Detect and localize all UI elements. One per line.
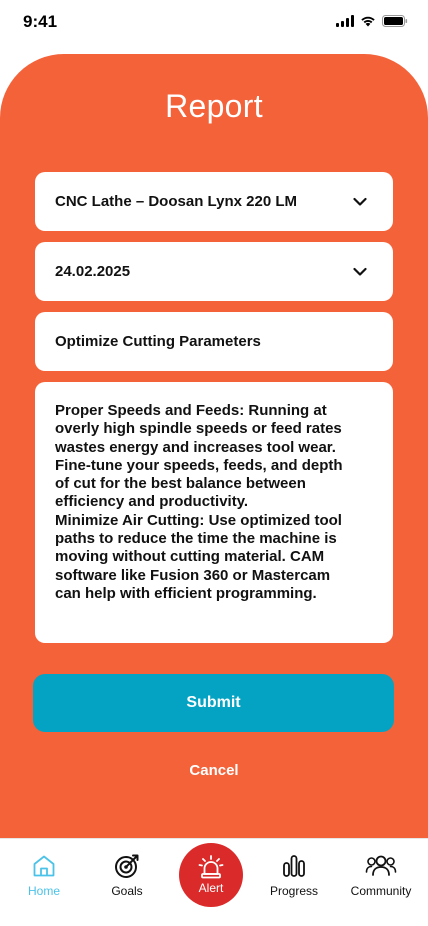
details-text: Proper Speeds and Feeds: Running at overly high spindle speeds or feed rates wastes energy and increases tool wear. Fine-tune your speeds, feeds, and depth of cut for the best balance between efficiency and productivity. Minimize Air Cutting: Use optimized tool paths to reduce the time the machine is moving without cutting material. CAM software like Fusion 360 or Mastercam can help with efficient programming. bbox=[55, 402, 343, 602]
date-select-value: 24.02.2025 bbox=[55, 263, 131, 280]
submit-button[interactable]: Submit bbox=[33, 674, 394, 732]
nav-progress-label: Progress bbox=[269, 884, 319, 898]
battery-icon bbox=[382, 15, 408, 27]
topic-input-value: Optimize Cutting Parameters bbox=[55, 333, 261, 350]
cancel-button[interactable]: Cancel bbox=[189, 762, 239, 779]
machine-select-value: CNC Lathe – Doosan Lynx 220 LM bbox=[55, 193, 297, 210]
details-textarea[interactable] bbox=[35, 382, 393, 643]
target-icon bbox=[114, 853, 140, 879]
topic-input[interactable] bbox=[35, 312, 393, 371]
alert-button[interactable] bbox=[179, 843, 243, 907]
wifi-icon bbox=[360, 15, 376, 27]
nav-community[interactable] bbox=[346, 853, 416, 898]
nav-progress[interactable] bbox=[266, 853, 322, 898]
nav-community-label: Community bbox=[350, 884, 412, 898]
siren-icon bbox=[197, 855, 225, 879]
signal-icon bbox=[336, 15, 354, 27]
home-icon bbox=[31, 853, 57, 879]
date-select[interactable] bbox=[35, 242, 393, 301]
bar-chart-icon bbox=[281, 853, 307, 879]
status-icons bbox=[336, 15, 408, 27]
machine-select[interactable] bbox=[35, 172, 393, 231]
status-time: 9:41 bbox=[23, 12, 58, 31]
people-icon bbox=[365, 853, 397, 879]
page-title: Report bbox=[165, 88, 263, 124]
chevron-down-icon bbox=[353, 197, 367, 206]
nav-goals-label: Goals bbox=[111, 884, 143, 898]
nav-alert-label: Alert bbox=[198, 881, 224, 895]
chevron-down-icon bbox=[353, 267, 367, 276]
nav-goals[interactable] bbox=[104, 853, 150, 898]
status-bar bbox=[0, 0, 428, 46]
nav-home[interactable] bbox=[22, 853, 66, 898]
nav-home-label: Home bbox=[27, 884, 60, 898]
